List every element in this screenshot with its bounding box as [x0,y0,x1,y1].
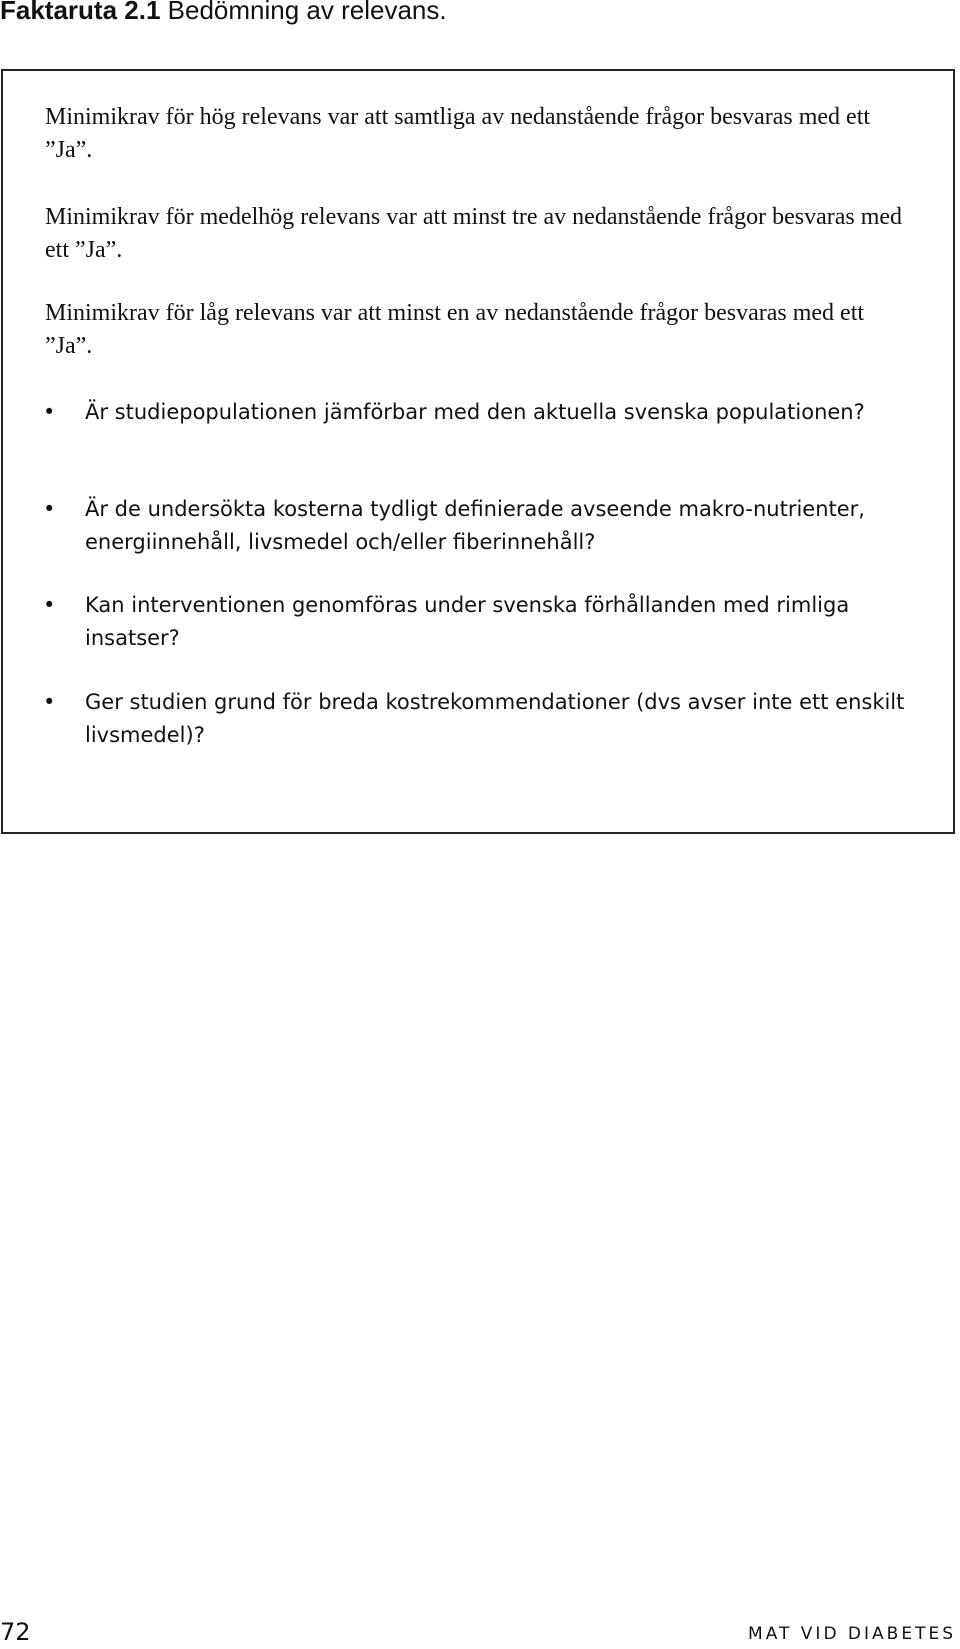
factbox-title: Bedömning av relevans. [167,0,447,25]
question-item [43,493,923,559]
question-item [43,589,923,655]
bullet-icon: • [43,400,56,424]
factbox-heading [0,0,447,26]
question-text: Ger studien grund för breda kostrekommendationer (dvs avser inte ett enskilt livsmedel)? [85,690,905,747]
page-number: 72 [0,1618,31,1646]
criterion-high-relevance: Minimikrav för hög relevans var att samtliga av nedanstående frågor besvaras med ett ”Ja”. [45,104,871,163]
bullet-icon: • [43,593,56,617]
bullet-icon: • [43,497,56,521]
question-text: Kan interventionen genomföras under svenska förhållanden med rimliga insatser? [85,593,850,650]
criterion-low-relevance: Minimikrav för låg relevans var att minst en av nedanstående frågor besvaras med ett ”Ja”. [45,300,865,359]
question-text: Är studiepopulationen jämförbar med den aktuella svenska populationen? [85,400,865,424]
factbox [1,69,955,834]
question-item [43,686,923,752]
criterion-medium-relevance: Minimikrav för medelhög relevans var att minst tre av nedanstående frågor besvaras med ett ”Ja”. [45,204,903,263]
question-text: Är de undersökta kosterna tydligt definierade avseende makro-nutrienter, energiinnehåll, livsmedel och/eller fiberinnehåll? [85,497,865,554]
factbox-label: Faktaruta 2.1 [0,0,161,25]
bullet-icon: • [43,690,56,714]
publication-title: MAT VID DIABETES [748,1624,956,1644]
question-item [43,396,923,429]
